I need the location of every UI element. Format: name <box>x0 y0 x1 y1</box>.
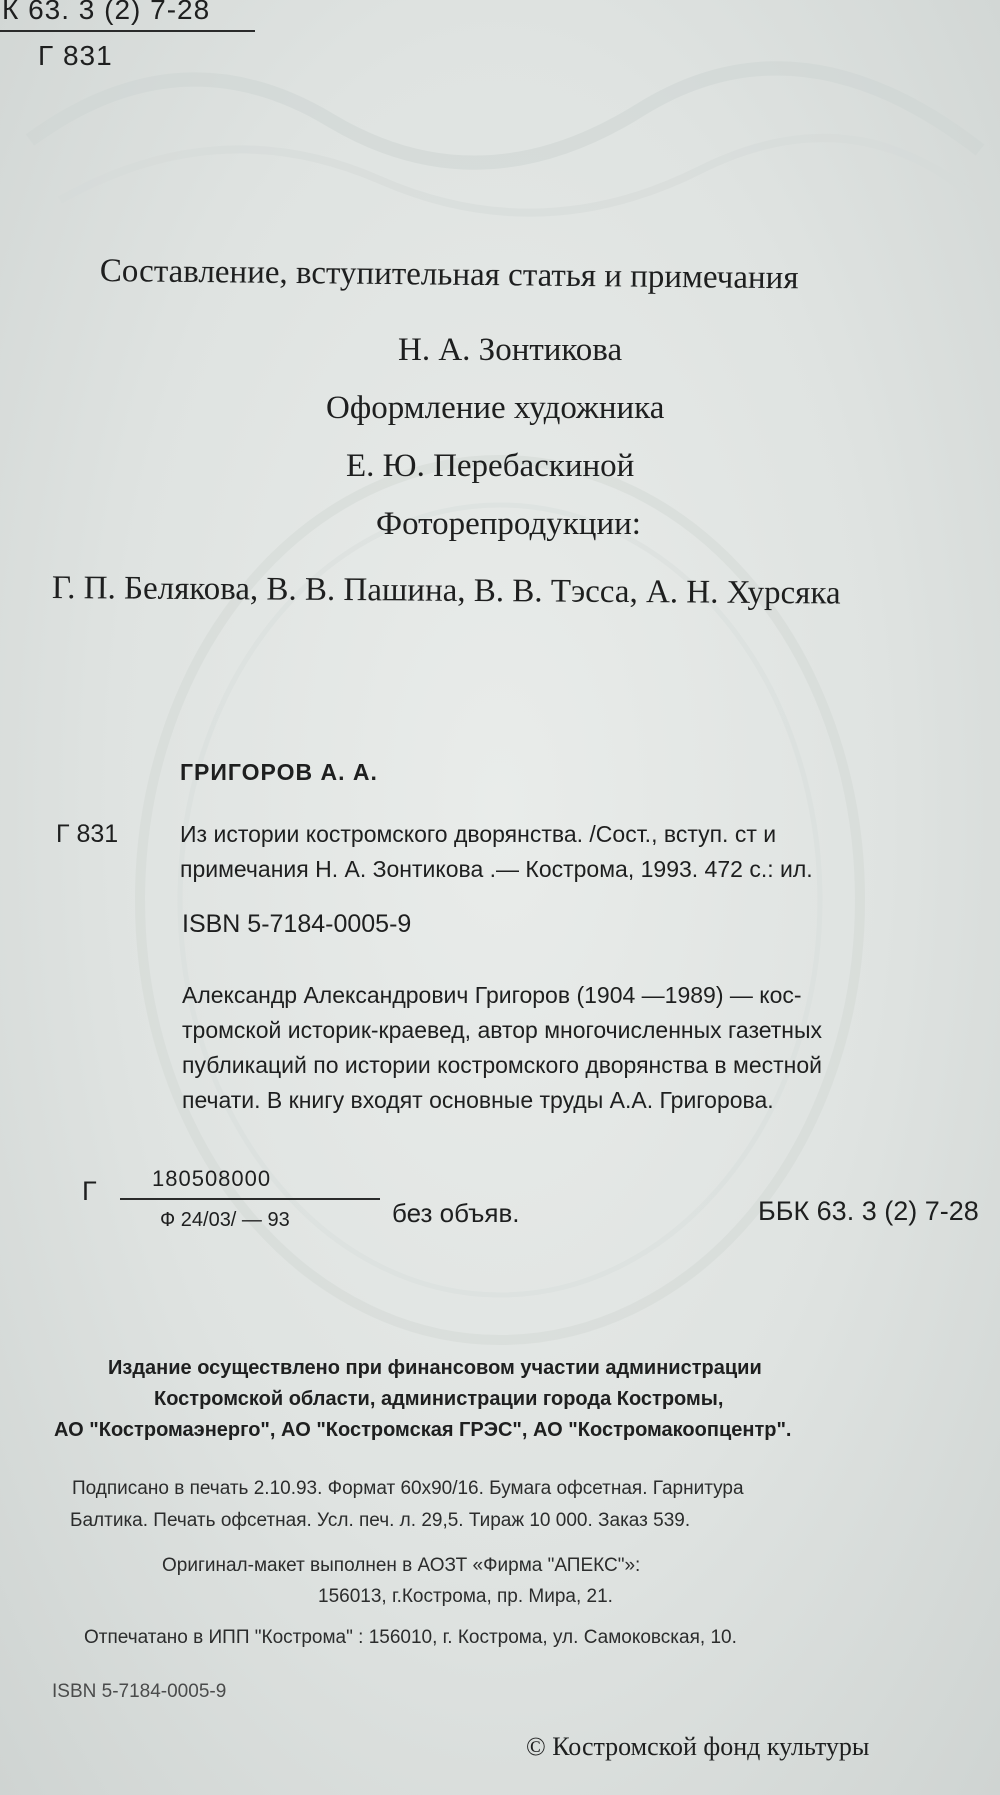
imprint-isbn: ISBN 5-7184-0005-9 <box>52 1681 227 1702</box>
fraction-note: без объяв. <box>392 1198 520 1228</box>
funding-line-1: Издание осуществлено при финансовом участии администрации <box>108 1357 762 1379</box>
imprint-line-3: Оригинал-макет выполнен в АОЗТ «Фирма "АПЕКС"»: <box>162 1555 641 1576</box>
copyright-notice: © Костромской фонд культуры <box>526 1732 870 1761</box>
annotation-line-3: публикаций по истории костромского дворянства в местной <box>182 1052 823 1078</box>
fraction-denominator: Ф 24/03/ — 93 <box>160 1209 290 1231</box>
annotation-line-4: печати. В книгу входят основные труды А.А. Григорова. <box>182 1087 774 1113</box>
fraction-letter: Г <box>82 1176 97 1206</box>
bib-author: ГРИГОРОВ А. А. <box>180 759 378 785</box>
imprint-line-2: Балтика. Печать офсетная. Усл. печ. л. 29,5. Тираж 10 000. Заказ 539. <box>70 1510 691 1531</box>
fraction-numerator: 180508000 <box>152 1166 272 1191</box>
header-bbk-code: К 63. 3 (2) 7-28 <box>2 0 211 25</box>
bib-line-2: примечания Н. А. Зонтикова .— Кострома, 1993. 472 с.: ил. <box>180 856 813 882</box>
fraction-rule <box>120 1198 380 1200</box>
bib-line-1: Из истории костромского дворянства. /Сост., вступ. ст и <box>180 821 777 847</box>
annotation-line-2: тромской историк-краевед, автор многочисленных газетных <box>182 1017 823 1043</box>
imprint-line-4: 156013, г.Кострома, пр. Мира, 21. <box>318 1586 613 1607</box>
design-role: Оформление художника <box>326 390 665 426</box>
funding-line-3: АО "Костромаэнерго", АО "Костромская ГРЭС", АО "Костромакоопцентр". <box>54 1419 792 1441</box>
compiler-role: Составление, вступительная статья и примечания <box>99 253 799 297</box>
header-index: Г 831 <box>38 40 113 71</box>
header-rule <box>0 30 255 32</box>
bib-code: Г 831 <box>56 820 119 848</box>
design-name: Е. Ю. Перебаскиной <box>346 448 635 484</box>
imprint-line-1: Подписано в печать 2.10.93. Формат 60x90/16. Бумага офсетная. Гарнитура <box>72 1478 744 1499</box>
bbk-index: ББК 63. 3 (2) 7-28 <box>758 1196 979 1226</box>
funding-line-2: Костромской области, администрации города Костромы, <box>154 1388 724 1410</box>
bib-isbn: ISBN 5-7184-0005-9 <box>182 910 412 938</box>
photo-role: Фоторепродукции: <box>376 506 641 542</box>
compiler-name: Н. А. Зонтикова <box>398 332 623 368</box>
annotation-line-1: Александр Александрович Григоров (1904 —1989) — кос- <box>182 982 802 1008</box>
photo-names: Г. П. Белякова, В. В. Пашина, В. В. Тэсса, А. Н. Хурсяка <box>51 570 841 612</box>
imprint-line-5: Отпечатано в ИПП "Кострома" : 156010, г. Кострома, ул. Самоковская, 10. <box>84 1627 737 1648</box>
